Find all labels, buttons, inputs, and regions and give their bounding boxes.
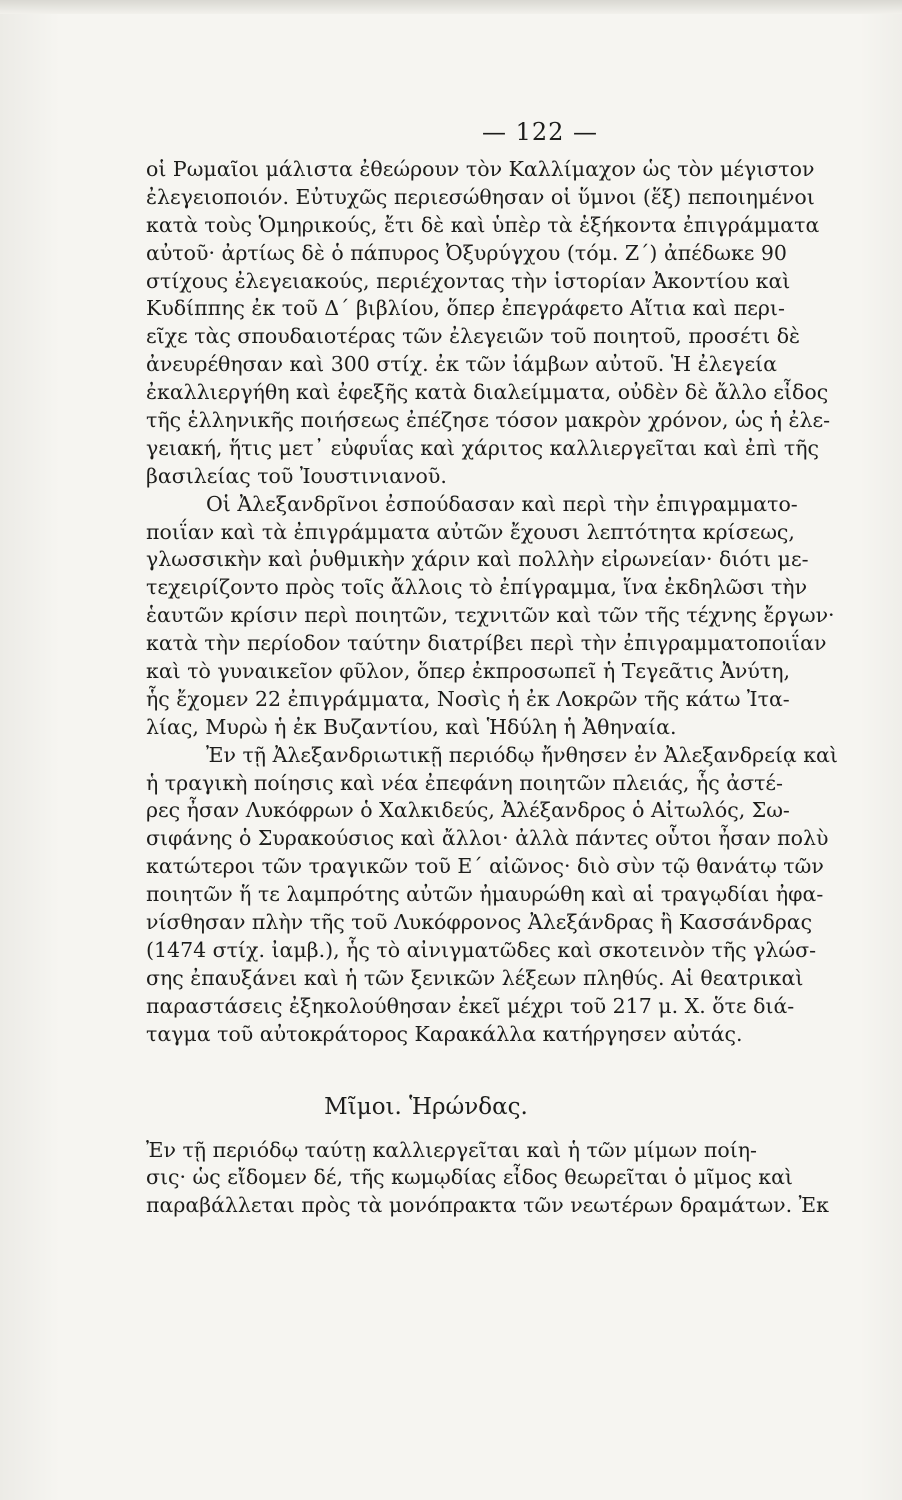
- text-line: ρες ἦσαν Λυκόφρων ὁ Χαλκιδεύς, Ἀλέξανδρος ὁ Αἰτωλός, Σω-: [146, 798, 790, 823]
- text-line: ἐλεγειοποιόν. Εὐτυχῶς περιεσώθησαν οἱ ὕμνοι (ἕξ) πεποιημένοι: [146, 184, 815, 209]
- text-line: νίσθησαν πλὴν τῆς τοῦ Λυκόφρονος Ἀλεξάνδρας ἢ Κασσάνδρας: [146, 910, 813, 935]
- text-line: γειακή, ἥτις μετ᾽ εὐφυΐας καὶ χάριτος καλλιεργεῖται καὶ ἐπὶ τῆς: [146, 435, 819, 460]
- text-line: σις· ὡς εἴδομεν δέ, τῆς κωμῳδίας εἶδος θεωρεῖται ὁ μῖμος καὶ: [146, 1165, 793, 1190]
- text-line: αὐτοῦ· ἀρτίως δὲ ὁ πάπυρος Ὀξυρύγχου (τόμ. Ζ΄) ἀπέδωκε 90: [146, 240, 787, 265]
- text-line: ποιΐαν καὶ τὰ ἐπιγράμματα αὐτῶν ἔχουσι λεπτότητα κρίσεως,: [146, 519, 795, 544]
- text-line: σιφάνης ὁ Συρακούσιος καὶ ἄλλοι· ἀλλὰ πάντες οὗτοι ἦσαν πολὺ: [146, 826, 829, 851]
- heading-spacer: [146, 1129, 894, 1137]
- text-line: κατὰ τὴν περίοδον ταύτην διατρίβει περὶ τὴν ἐπιγραμματοποιΐαν: [146, 631, 827, 656]
- page-edge-shadow: [0, 0, 902, 14]
- text-line: καὶ τὸ γυναικεῖον φῦλον, ὅπερ ἐκπροσωπεῖ ἡ Τεγεᾶτις Ἀνύτη,: [146, 659, 790, 684]
- page-number: — 122 —: [481, 118, 599, 146]
- text-line: Κυδίππης ἐκ τοῦ Δ΄ βιβλίου, ὅπερ ἐπεγράφετο Αἴτια καὶ περι-: [146, 296, 785, 321]
- text-line: τεχειρίζοντο πρὸς τοῖς ἄλλοις τὸ ἐπίγραμμα, ἵνα ἐκδηλῶσι τὴν: [146, 575, 808, 600]
- text-line: παραστάσεις ἐξηκολούθησαν ἐκεῖ μέχρι τοῦ 217 μ. Χ. ὅτε διά-: [146, 993, 795, 1018]
- text-line: ἐκαλλιεργήθη καὶ ἐφεξῆς κατὰ διαλείμματα, οὐδὲν δὲ ἄλλο εἶδος: [146, 380, 829, 405]
- text-line: (1474 στίχ. ἰαμβ.), ἧς τὸ αἰνιγματῶδες καὶ σκοτεινὸν τῆς γλώσ-: [146, 937, 817, 962]
- text-line: οἱ Ρωμαῖοι μάλιστα ἐθεώρουν τὸν Καλλίμαχον ὡς τὸν μέγιστον: [146, 157, 815, 181]
- text-line: ποιητῶν ἥ τε λαμπρότης αὐτῶν ἠμαυρώθη καὶ αἱ τραγῳδίαι ἠφα-: [146, 882, 824, 907]
- text-line: ἡ τραγικὴ ποίησις καὶ νέα ἐπεφάνη ποιητῶν πλειάς, ἧς ἀστέ-: [146, 770, 783, 795]
- text-line: σης ἐπαυξάνει καὶ ἡ τῶν ξενικῶν λέξεων πληθύς. Αἱ θεατρικαὶ: [146, 965, 804, 990]
- text-line: Ἐν τῇ περιόδῳ ταύτῃ καλλιεργεῖται καὶ ἡ τῶν μίμων ποίη-: [146, 1137, 757, 1162]
- section-heading: Μῖμοι. Ἡρώνδας.: [324, 1093, 528, 1120]
- text-line: γλωσσικὴν καὶ ῥυθμικὴν χάριν καὶ πολλὴν εἰρωνείαν· διότι με-: [146, 547, 809, 572]
- text-line: ἀνευρέθησαν καὶ 300 στίχ. ἐκ τῶν ἰάμβων αὐτοῦ. Ἡ ἐλεγεία: [146, 352, 778, 377]
- text-line: κατὰ τοὺς Ὁμηρικούς, ἔτι δὲ καὶ ὑπὲρ τὰ ἑξήκοντα ἐπιγράμματα: [146, 212, 820, 237]
- text-line: Οἱ Ἀλεξανδρῖνοι ἐσπούδασαν καὶ περὶ τὴν ἐπιγραμματο-: [206, 491, 798, 516]
- text-line: ἧς ἔχομεν 22 ἐπιγράμματα, Νοσὶς ἡ ἐκ Λοκρῶν τῆς κάτω Ἰτα-: [146, 686, 790, 711]
- text-line: εῖχε τὰς σπουδαιοτέρας τῶν ἐλεγειῶν τοῦ ποιητοῦ, προσέτι δὲ: [146, 324, 801, 349]
- text-line: ἑαυτῶν κρίσιν περὶ ποιητῶν, τεχνιτῶν καὶ τῶν τῆς τέχνης ἔργων·: [146, 603, 835, 628]
- text-line: λίας, Μυρὼ ἡ ἐκ Βυζαντίου, καὶ Ἡδύλη ἡ Ἀθηναία.: [146, 714, 677, 739]
- text-line: παραβάλλεται πρὸς τὰ μονόπρακτα τῶν νεωτέρων δραμάτων. Ἐκ: [146, 1193, 829, 1218]
- text-line: ταγμα τοῦ αὐτοκράτορος Καρακάλλα κατήργησεν αὐτάς.: [146, 1021, 743, 1046]
- text-line: στίχους ἐλεγειακούς, περιέχοντας τὴν ἱστορίαν Ἀκοντίου καὶ: [146, 268, 791, 293]
- text-line: βασιλείας τοῦ Ἰουστινιανοῦ.: [146, 463, 447, 488]
- text-line: Ἐν τῇ Ἀλεξανδριωτικῇ περιόδῳ ἤνθησεν ἐν Ἀλεξανδρείᾳ καὶ: [206, 742, 838, 767]
- section-spacer: [146, 1049, 894, 1085]
- text-line: τῆς ἑλληνικῆς ποιήσεως ἐπέζησε τόσον μακρὸν χρόνον, ὡς ἡ ἐλε-: [146, 408, 831, 433]
- text-line: κατώτεροι τῶν τραγικῶν τοῦ Ε΄ αἰῶνος· διὸ σὺν τῷ θανάτῳ τῶν: [146, 854, 824, 879]
- body-text: [146, 156, 894, 1220]
